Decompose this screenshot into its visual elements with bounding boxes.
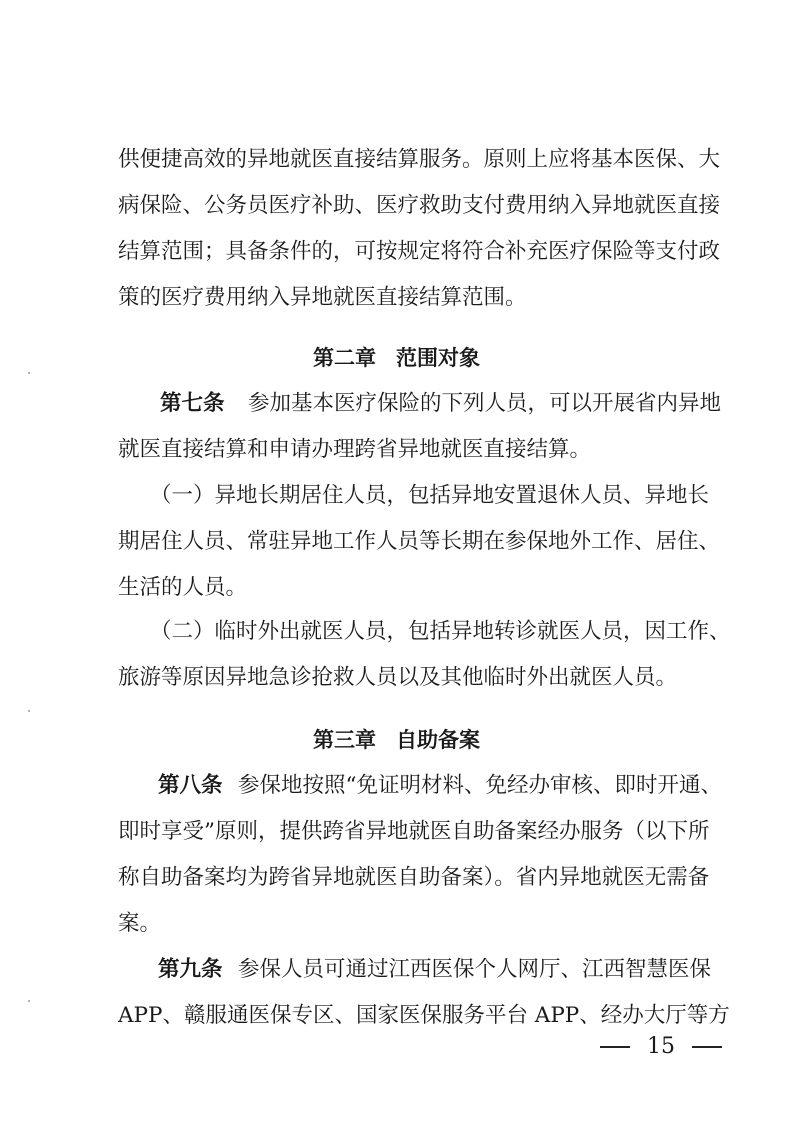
text-line: APP、赣服通医保专区、国家医保服务平台 APP、经办大厅等方 (118, 1003, 730, 1028)
page-number-value: 15 (647, 1034, 675, 1059)
paragraph-line (0, 568, 793, 608)
paragraph-line (0, 612, 793, 652)
chapter-number: 第二章 (313, 346, 376, 370)
article-line (0, 766, 793, 806)
article-line (0, 384, 793, 424)
article-label: 第九条 (158, 957, 223, 982)
text-line: 策的医疗费用纳入异地就医直接结算范围。 (118, 285, 527, 310)
text-line: 就医直接结算和申请办理跨省异地就医直接结算。 (118, 437, 592, 462)
text-line: 参加基本医疗保险的下列人员，可以开展省内异地 (248, 391, 722, 416)
paragraph-line (0, 858, 793, 898)
paragraph-line (0, 140, 793, 180)
text-line: 期居住人员、常驻异地工作人员等长期在参保地外工作、居住、 (118, 529, 721, 554)
text-line: 参保地按照“免证明材料、免经办审核、即时开通、 (238, 773, 722, 798)
page-number (600, 1030, 722, 1064)
text-line: 旅游等原因异地急诊抢救人员以及其他临时外出就医人员。 (118, 665, 678, 690)
text-line: 结算范围；具备条件的，可按规定将符合补充医疗保险等支付政 (118, 239, 721, 264)
paragraph-line (0, 522, 793, 562)
dash-left (600, 1046, 630, 1048)
chapter-title: 范围对象 (396, 346, 480, 370)
paragraph-line (0, 476, 793, 516)
chapter-heading (0, 338, 793, 378)
margin-mark (28, 710, 30, 712)
text-line: 案。 (118, 911, 162, 936)
text-line: 参保人员可通过江西医保个人网厅、江西智慧医保 (238, 957, 712, 982)
text-line: 称自助备案均为跨省异地就医自助备案）。省内异地就医无需备 (118, 865, 710, 890)
text-line: 供便捷高效的异地就医直接结算服务。原则上应将基本医保、大 (118, 147, 721, 172)
text-line: （二）临时外出就医人员，包括异地转诊就医人员，因工作、 (150, 619, 731, 644)
dash-right (692, 1046, 722, 1048)
text-line: 即时享受”原则，提供跨省异地就医自助备案经办服务（以下所 (118, 819, 710, 844)
chapter-title: 自助备案 (396, 728, 480, 752)
article-line (0, 950, 793, 990)
article-label: 第七条 (160, 391, 225, 416)
text-line: （一）异地长期居住人员，包括异地安置退休人员、异地长 (150, 483, 710, 508)
chapter-heading (0, 720, 793, 760)
paragraph-line (0, 278, 793, 318)
article-label: 第八条 (158, 773, 223, 798)
paragraph-line (0, 430, 793, 470)
paragraph-line (0, 812, 793, 852)
paragraph-line (0, 232, 793, 272)
text-line: 生活的人员。 (118, 575, 248, 600)
chapter-number: 第三章 (313, 728, 376, 752)
paragraph-line (0, 658, 793, 698)
paragraph-line (0, 904, 793, 944)
paragraph-line (0, 186, 793, 226)
text-line: 病保险、公务员医疗补助、医疗救助支付费用纳入异地就医直接 (118, 193, 721, 218)
